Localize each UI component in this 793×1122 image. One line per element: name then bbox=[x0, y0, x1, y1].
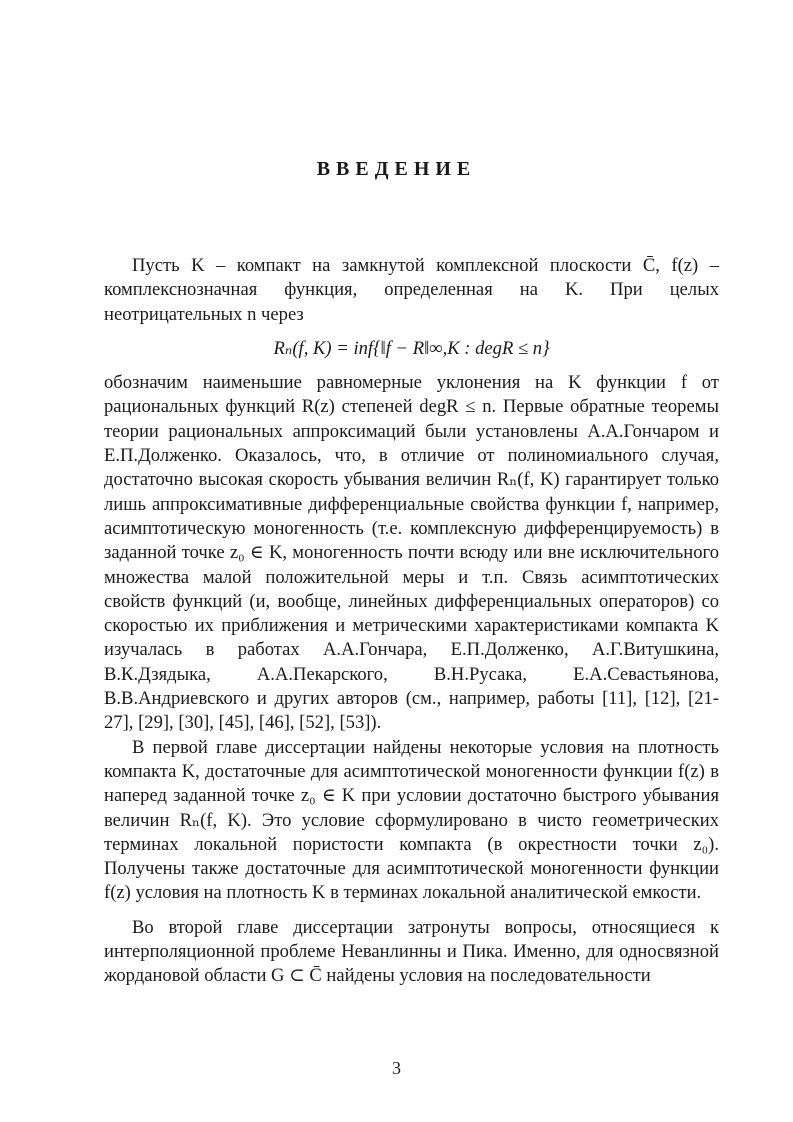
page-number: 3 bbox=[392, 1058, 401, 1078]
paragraph: обозначим наименьшие равномерные уклонения на K функции f от рациональных функций R(z) степеней degR ≤ n. Первые обратные теоремы теории рациональных аппроксимаций были установлены А.А.Гончаром и Е.П.Долженко. Оказалось, что, в отличие от полиномиального случая, достаточно высокая скорость убывания величин Rₙ(f, K) гарантирует только лишь аппроксимативные дифференциальные свойства функции f, например, асимптотическую моногенность (т.е. комплексную дифференцируемость) в заданной точке z₀ ∈ K, моногенность почти всюду или вне исключительного множества малой положительной меры и т.п. Связь асимптотических свойств функций (и, вообще, линейных дифференциальных операторов) со скоростью их приближения и метрическими характеристиками компакта K изучалась в работах А.А.Гончара, Е.П.Долженко, А.Г.Витушкина, В.К.Дзядыка, А.А.Пекарского, В.Н.Русака, Е.А.Севастьянова, В.В.Андриевского и других авторов (см., например, работы [11], [12], [21-27], [29], [30], [45], [46], [52], [53]). bbox=[104, 372, 719, 734]
paragraph: Пусть K – компакт на замкнутой комплексной плоскости C̄, f(z) – комплекснозначная функция, определенная на K. При целых неотрицательных n через bbox=[104, 255, 719, 325]
body-text bbox=[104, 254, 719, 989]
paragraph: Во второй главе диссертации затронуты вопросы, относящиеся к интерполяционной проблеме Неванлинны и Пика. Именно, для односвязной жордановой области G ⊂ C̄ найдены условия на последовательности bbox=[104, 916, 719, 987]
formula: Rₙ(f, K) = inf{‖f − R‖∞,K : degR ≤ n} bbox=[273, 337, 550, 359]
paragraph: В первой главе диссертации найдены некоторые условия на плотность компакта K, достаточные для асимптотической моногенности функции f(z) в наперед заданной точке z₀ ∈ K при условии достаточно быстрого убывания величин Rₙ(f, K). Это условие сформулировано в чисто геометрических терминах локальной пористости компакта (в окрестности точки z₀). Получены также достаточные для асимптотической моногенности функции f(z) условия на плотность K в терминах локальной аналитической емкости. bbox=[104, 736, 719, 904]
page-title: ВВЕДЕНИЕ bbox=[316, 158, 477, 180]
